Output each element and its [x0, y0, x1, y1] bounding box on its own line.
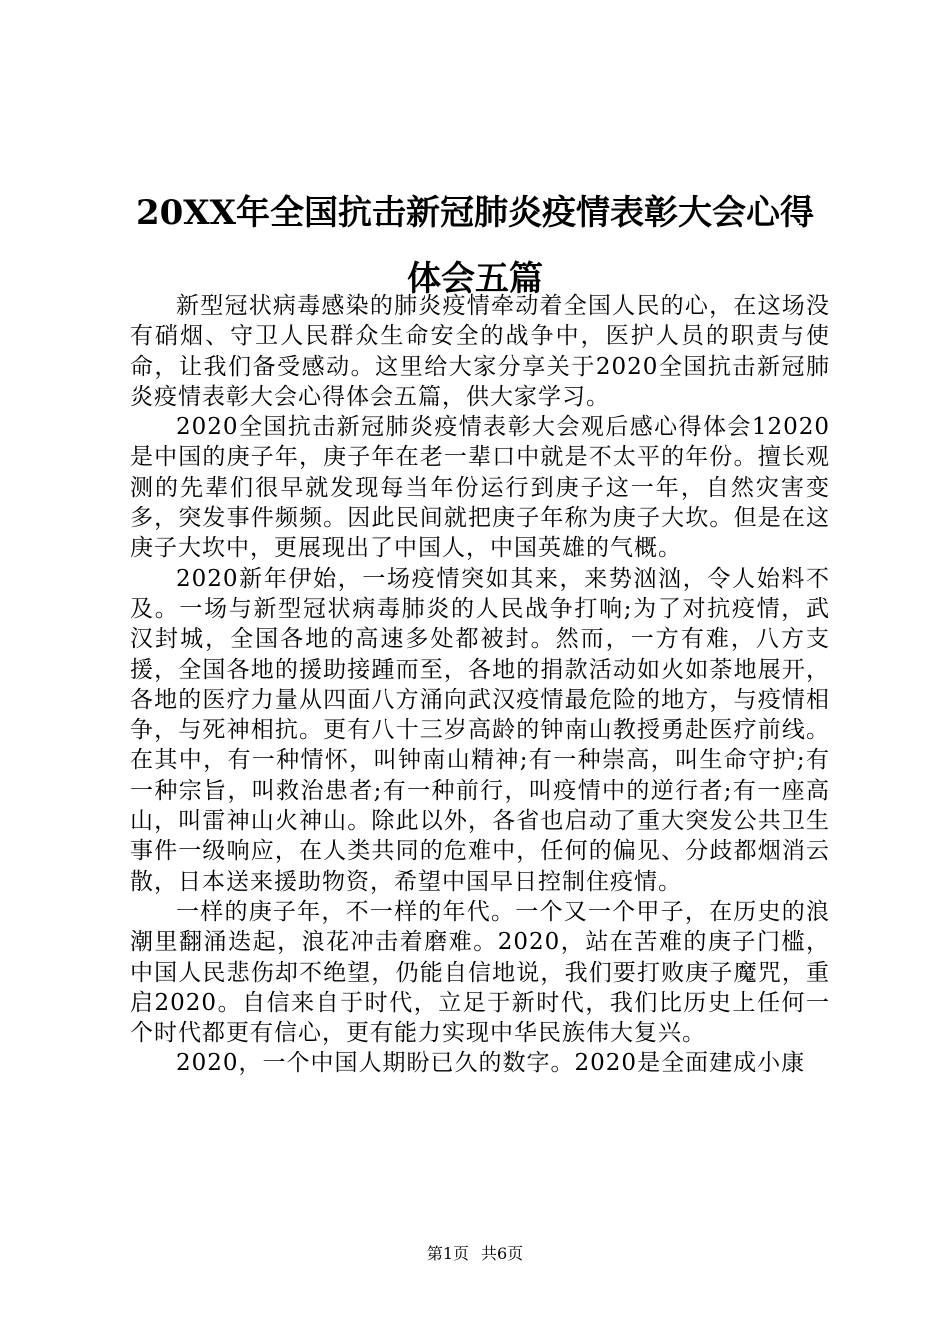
document-body — [130, 291, 830, 1079]
paragraph-3: 2020新年伊始，一场疫情突如其来，来势汹汹，令人始料不及。一场与新型冠状病毒肺炎的人民战争打响;为了对抗疫情，武汉封城，全国各地的高速多处都被封。然而，一方有难，八方支援，全国各地的援助接踵而至，各地的捐款活动如火如荼地展开，各地的医疗力量从四面八方涌向武汉疫情最危险的地方，与疫情相争，与死神相抗。更有八十三岁高龄的钟南山教授勇赴医疗前线。在其中，有一种情怀，叫钟南山精神;有一种崇高，叫生命守护;有一种宗旨，叫救治患者;有一种前行，叫疫情中的逆行者;有一座高山，叫雷神山火神山。除此以外，各省也启动了重大突发公共卫生事件一级响应，在人类共同的危难中，任何的偏见、分歧都烟消云散，日本送来援助物资，希望中国早日控制住疫情。 — [130, 565, 830, 895]
page-number: 第1页 — [426, 1244, 469, 1263]
page-footer — [0, 1244, 950, 1264]
document-title: 20XX年全国抗击新冠肺炎疫情表彰大会心得体会五篇 — [135, 193, 815, 299]
paragraph-1: 新型冠状病毒感染的肺炎疫情牵动着全国人民的心，在这场没有硝烟、守卫人民群众生命安全的战争中，医护人员的职责与使命，让我们备受感动。这里给大家分享关于2020全国抗击新冠肺炎疫情表彰大会心得体会五篇，供大家学习。 — [130, 293, 830, 410]
paragraph-5: 2020，一个中国人期盼已久的数字。2020是全面建成小康 — [176, 1050, 806, 1077]
page-total: 共6页 — [481, 1244, 524, 1263]
paragraph-2: 2020全国抗击新冠肺炎疫情表彰大会观后感心得体会12020是中国的庚子年，庚子年在老一辈口中就是不太平的年份。擅长观测的先辈们很早就发现每当年份运行到庚子这一年，自然灾害变多，突发事件频频。因此民间就把庚子年称为庚子大坎。但是在这庚子大坎中，更展现出了中国人，中国英雄的气概。 — [130, 414, 830, 562]
paragraph-4: 一样的庚子年，不一样的年代。一个又一个甲子，在历史的浪潮里翻涌迭起，浪花冲击着磨难。2020，站在苦难的庚子门槛，中国人民悲伤却不绝望，仍能自信地说，我们要打败庚子魔咒，重启2020。自信来自于时代，立足于新时代，我们比历史上任何一个时代都更有信心，更有能力实现中华民族伟大复兴。 — [130, 898, 830, 1047]
